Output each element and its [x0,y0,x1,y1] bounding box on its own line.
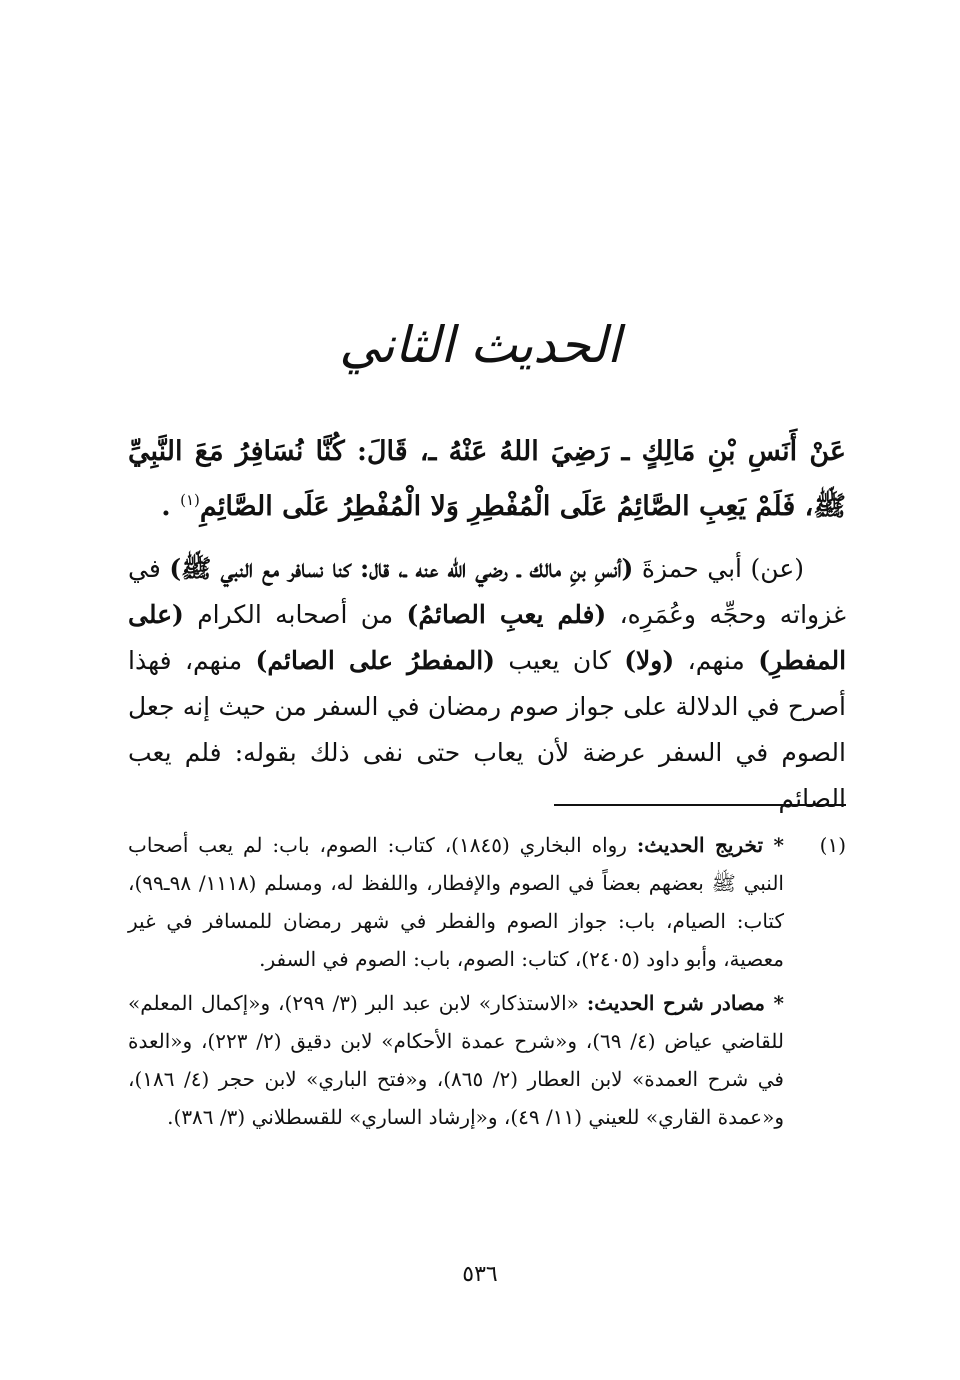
commentary-quote: (المفطرُ على الصائم) [255,646,495,675]
commentary-quote: (على المفطرِ) [128,600,847,675]
footnote-sources [128,984,784,1136]
commentary-quote: (أنسِ بنِ مالك ـ رضي الله عنه ـ، قال: كنا نسافر مع النبي ﷺ) [169,554,634,583]
takhrij-label: * تخريج الحديث: [636,833,784,857]
hadith-end: . [161,491,181,522]
footnote-takhrij [128,826,784,978]
hadith-text [128,428,846,531]
commentary-quote: (ولا) [624,646,675,675]
commentary-text: منهم، [674,646,759,675]
commentary-text: كان يعيب [494,646,625,675]
commentary-text: (عن) أبي حمزةَ [633,554,804,583]
footnote-reference: (١) [180,491,200,509]
hadith-body: عَنْ أَنَسِ بْنِ مَالِكٍ ـ رَضِيَ اللهُ عَنْهُ ـ، قَالَ: كُنَّا نُسَافِرُ مَعَ النَّبِيِّ ﷺ، فَلَمْ يَعِبِ الصَّائِمُ عَلَى الْمُفْطِرِ وَلا الْمُفْطِرُ عَلَى الصَّائِمِ [128,436,846,522]
footnote-number: (١) [819,833,846,857]
commentary-text: في غزواته وحجِّه وعُمَرِه، [128,554,847,629]
footnote-1 [128,826,846,1136]
sources-label: * مصادر شرح الحديث: [586,991,784,1015]
commentary-text: من أصحابه الكرام [183,600,407,629]
chapter-title: الحديث الثاني [339,316,621,374]
commentary-paragraph [128,546,846,822]
takhrij-text: رواه البخاري (١٨٤٥)، كتاب: الصوم، باب: لم يعب أصحاب النبي ﷺ بعضهم بعضاً في الصوم والإفطار، واللفظ له، ومسلم (١١١٨/ ٩٨ـ٩٩)، كتاب: الصيام، باب: جواز الصوم والفطر في شهر رمضان للمسافر في غير معصية، وأبو داود (٢٤٠٥)، كتاب: الصوم، باب: الصوم في السفر. [128,833,784,971]
commentary-quote: (فلم يعبِ الصائمُ) [406,600,607,629]
sources-text: «الاستذكار» لابن عبد البر (٣/ ٢٩٩)، و«إكمال المعلم» للقاضي عياض (٤/ ٦٩)، و«شرح عمدة الأحكام» لابن دقيق (٢/ ٢٢٣)، و«العدة في شرح العمدة» لابن العطار (٢/ ٨٦٥)، و«فتح الباري» لابن حجر (٤/ ١٨٦)، و«عمدة القاري» للعيني (١١/ ٤٩)، و«إرشاد الساري» للقسطلاني (٣/ ٣٨٦). [128,991,784,1129]
footnote-divider [554,804,846,806]
footnotes [128,826,846,1136]
page-number: ٥٣٦ [462,1262,498,1287]
commentary-text: منهم، فهذا أصرح في الدلالة على جواز صوم رمضان في السفر من حيث إنه جعل الصوم في السفر عرضة لأن يعاب حتى نفى ذلك بقوله: فلم يعب الصائم [128,646,846,813]
commentary [128,546,846,822]
